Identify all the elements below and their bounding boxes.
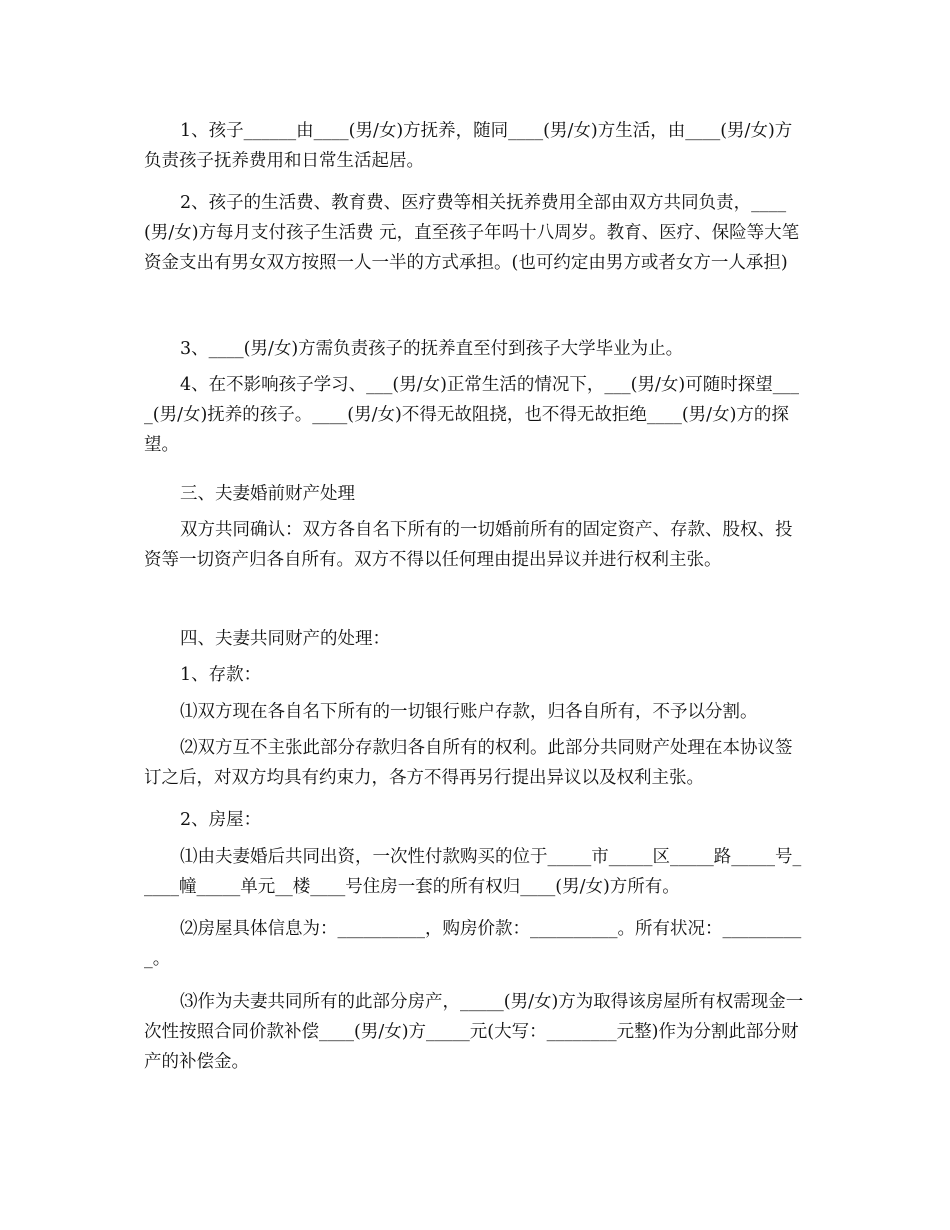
paragraph-child-custody: 1、孩子______由____(男/女)方抚养，随同____(男/女)方生活，由____(男/女)方负责孩子抚养费用和日常生活起居。	[144, 121, 793, 171]
paragraph-savings-1: ⑴双方现在各自名下所有的一切银行账户存款，归各自所有，不予以分割。	[180, 702, 758, 722]
subheading-savings: 1、存款：	[180, 665, 262, 685]
paragraph-house-1: ⑴由夫妻婚后共同出资，一次性付款购买的位于_____市_____区_____路_____号_____幢_____单元__楼____号住房一套的所有权归____(男/女)方所有。	[144, 847, 802, 897]
section-heading-premarital-property: 三、夫妻婚前财产处理	[180, 484, 355, 504]
subheading-house: 2、房屋：	[180, 810, 262, 830]
section-heading-joint-property: 四、夫妻共同财产的处理：	[180, 629, 390, 649]
paragraph-savings-2: ⑵双方互不主张此部分存款归各自所有的权利。此部分共同财产处理在本协议签订之后，对双方均具有约束力，各方不得再另行提出异议以及权利主张。	[144, 738, 793, 788]
paragraph-child-expenses: 2、孩子的生活费、教育费、医疗费等相关抚养费用全部由双方共同负责，____(男/女)方每月支付孩子生活费 元，直至孩子年吗十八周岁。教育、医疗、保险等大笔资金支出有男女双方按照一人一半的方式承担。(也可约定由男方或者女方一人承担)	[144, 193, 800, 273]
paragraph-house-3: ⑶作为夫妻共同所有的此部分房产，_____(男/女)方为取得该房屋所有权需现金一次性按照合同价款补偿____(男/女)方_____元(大写：________元整)作为分割此部分财产的补偿金。	[144, 992, 804, 1072]
paragraph-visitation: 4、在不影响孩子学习、___(男/女)正常生活的情况下，___(男/女)可随时探望____(男/女)抚养的孩子。____(男/女)不得无故阻挠，也不得无故拒绝____(男/女)方的探望。	[144, 375, 799, 455]
paragraph-child-support-duration: 3、____(男/女)方需负责孩子的抚养直至付到孩子大学毕业为止。	[180, 339, 684, 359]
paragraph-premarital-property: 双方共同确认：双方各自名下所有的一切婚前所有的固定资产、存款、股权、投资等一切资产归各自所有。双方不得以任何理由提出异议并进行权利主张。	[144, 520, 793, 570]
paragraph-house-2: ⑵房屋具体信息为：__________，购房价款：__________。所有状况：__________。	[144, 919, 802, 969]
